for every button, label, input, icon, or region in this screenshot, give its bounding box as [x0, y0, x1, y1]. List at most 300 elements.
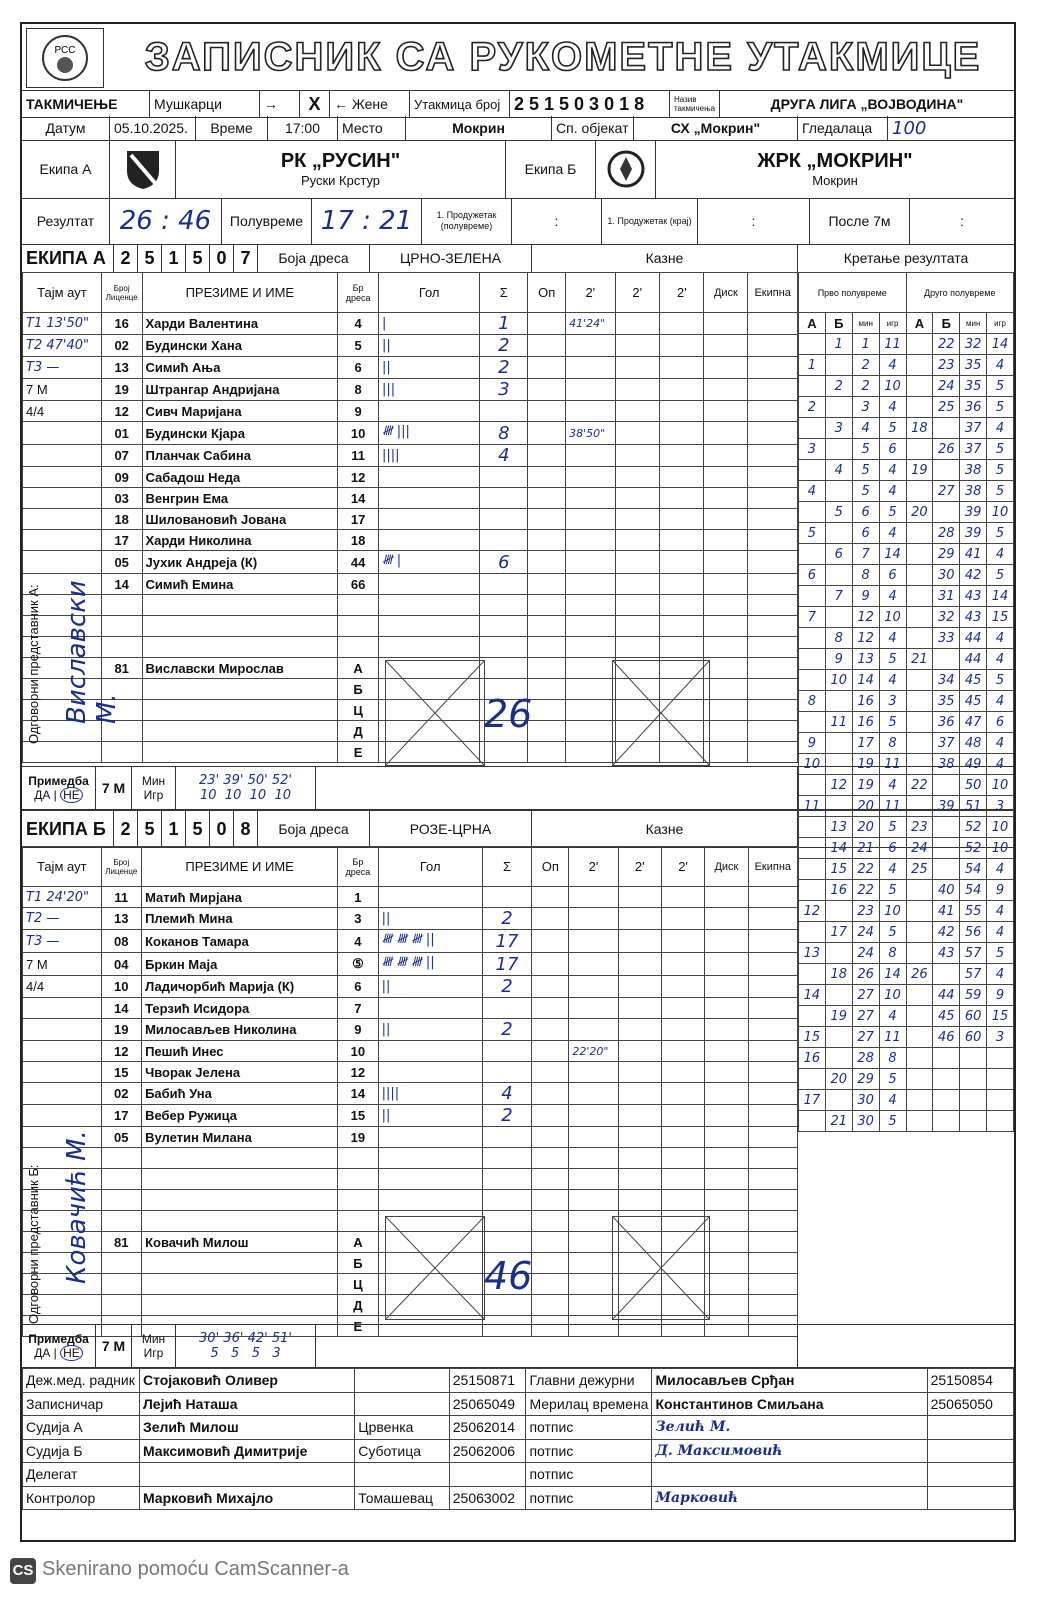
suspension-cell [569, 1083, 618, 1105]
team-a-jersey-label: Боја дреса [258, 244, 370, 272]
progress-first-cell: 27 [852, 1006, 879, 1027]
progress-first-cell: 4 [879, 775, 906, 796]
progress-second-cell: 32 [933, 607, 960, 628]
warning-cell [528, 574, 566, 595]
penalty-cell [704, 509, 748, 530]
progress-first-cell [825, 439, 852, 460]
player-name: Симић Емина [142, 574, 338, 595]
progress-second-cell: 4 [987, 922, 1014, 943]
progress-second-cell [906, 754, 933, 775]
jersey-no: Б [338, 1253, 378, 1274]
progress-second-cell [987, 1111, 1014, 1132]
progress-second-cell: 44 [933, 985, 960, 1006]
penalty-cell [748, 1211, 797, 1232]
warning-cell [532, 953, 569, 976]
warning-cell [532, 1062, 569, 1083]
player-row [23, 379, 798, 401]
col-sum: Σ [480, 273, 528, 313]
progress-first-cell: 15 [825, 859, 852, 880]
team-b-min-igr-labels [132, 1325, 176, 1367]
goals-tally [379, 616, 480, 637]
igr-value: 10 [249, 788, 267, 803]
player-row [23, 908, 798, 930]
progress-second-cell: 35 [933, 691, 960, 712]
license-cell: 07 [101, 445, 142, 467]
progress-second-cell: 36 [933, 712, 960, 733]
progress-second-cell: 37 [960, 418, 987, 439]
progress-row [799, 1048, 1014, 1069]
ot1-colon: : [512, 198, 602, 244]
progress-first-cell: 3 [879, 691, 906, 712]
suspension-cell: 38'50" [566, 422, 615, 445]
suspension-cell [569, 1127, 618, 1148]
timeout-cell: 7 М [23, 379, 102, 401]
goals-tally: ||| [379, 379, 480, 401]
goals-sum [480, 595, 528, 616]
progress-first-cell: 11 [879, 796, 906, 817]
progress-first-cell: 2 [852, 355, 879, 376]
progress-first-cell: 2 [825, 376, 852, 397]
jersey-no: 12 [338, 467, 379, 488]
penalty-cell [615, 467, 659, 488]
warning-cell [528, 401, 566, 422]
penalty-cell [748, 551, 798, 574]
progress-second-cell: 43 [960, 607, 987, 628]
jersey-no [338, 1211, 378, 1232]
penalty-cell [660, 401, 704, 422]
col-disq: Диск [704, 273, 748, 313]
progress-second-cell: 3 [987, 796, 1014, 817]
player-name [142, 721, 338, 742]
progress-first-cell [799, 334, 826, 355]
penalty-cell [704, 422, 748, 445]
penalty-cell [661, 1127, 704, 1148]
license-cell: 10 [101, 976, 142, 998]
timeout-cell [23, 1062, 102, 1083]
player-name: Виславски Мирослав [142, 658, 338, 679]
progress-second-cell: 30 [933, 565, 960, 586]
progress-second-cell: 45 [960, 670, 987, 691]
teams-row [22, 140, 1014, 199]
suspension-cell [569, 1019, 618, 1041]
license-cell: 19 [101, 379, 142, 401]
team-a-min-igr-labels [132, 767, 176, 809]
jersey-no: А [338, 658, 379, 679]
progress-row [799, 943, 1014, 964]
jersey-no: 14 [338, 1083, 378, 1105]
goals-tally [379, 401, 480, 422]
after7m-colon: : [960, 213, 964, 229]
suspension-cell [569, 1105, 618, 1127]
progress-first-cell: 5 [852, 439, 879, 460]
goals-sum [482, 1232, 531, 1253]
warning-cell [528, 445, 566, 467]
progress-first-cell: 14 [879, 544, 906, 565]
player-name: Харди Валентина [142, 313, 338, 335]
progress-first-cell: 3 [825, 418, 852, 439]
jersey-no: 15 [338, 1105, 378, 1127]
official-name [139, 1463, 354, 1487]
goals-sum [480, 488, 528, 509]
official-role2: Мерилац времена [526, 1392, 652, 1416]
penalty-cell [704, 357, 748, 379]
progress-second-cell [906, 943, 933, 964]
col-team: Екипна [748, 847, 797, 887]
progress-second-cell [906, 670, 933, 691]
penalty-cell [615, 509, 659, 530]
progress-second-cell: 22 [906, 775, 933, 796]
progress-first-cell [825, 1090, 852, 1111]
suspension-cell [566, 595, 615, 616]
progress-first-cell [799, 376, 826, 397]
penalty-cell [618, 1041, 661, 1062]
warning-cell [532, 1169, 569, 1190]
player-row [23, 637, 798, 658]
progress-first-cell: 5 [879, 880, 906, 901]
penalty-cell [661, 953, 704, 976]
progress-first-cell [799, 670, 826, 691]
license-cell: 08 [101, 930, 142, 953]
progress-row [799, 796, 1014, 817]
progress-row [799, 544, 1014, 565]
goals-tally: || [378, 976, 482, 998]
progress-first-cell: 1 [799, 355, 826, 376]
official-row [23, 1392, 1014, 1416]
penalty-cell [704, 313, 748, 335]
progress-first-cell: 8 [879, 733, 906, 754]
progress-first-cell: 4 [879, 460, 906, 481]
ot2-colon: : [698, 198, 810, 244]
women-text: Жене [351, 96, 388, 112]
penalty-cell [615, 488, 659, 509]
warning-cell [532, 1190, 569, 1211]
progress-first-cell: 14 [852, 670, 879, 691]
player-row [23, 1083, 798, 1105]
progress-row [799, 418, 1014, 439]
official-role: Контролор [23, 1486, 140, 1510]
progress-second-cell: 4 [987, 628, 1014, 649]
suspension-cell [569, 887, 618, 908]
progress-first-cell: 6 [879, 838, 906, 859]
progress-first-cell: 19 [852, 775, 879, 796]
venue-value: СХ „Мокрин" [634, 116, 798, 140]
goals-sum [482, 1041, 531, 1062]
team-a-city: Руски Крстур [300, 173, 381, 188]
goals-tally [379, 595, 480, 616]
remark-no: НЕ [60, 787, 83, 803]
team-a-section-label: ЕКИПА А [22, 244, 114, 272]
team-a-code-digit: 2 [114, 244, 138, 272]
official-row [23, 1463, 1014, 1487]
player-name [142, 1274, 338, 1295]
official-license2 [927, 1486, 1013, 1510]
progress-second-cell: 4 [987, 859, 1014, 880]
license-cell: 19 [101, 1019, 142, 1041]
progress-first-cell: 4 [879, 481, 906, 502]
player-name: Шиловановић Јована [142, 509, 338, 530]
penalty-cell [748, 908, 797, 930]
progress-first-cell: 8 [879, 1048, 906, 1069]
progress-second-cell: 27 [933, 481, 960, 502]
penalty-cell [704, 721, 748, 742]
suspension-cell [569, 953, 618, 976]
officials-table [22, 1368, 1014, 1510]
col-name: ПРЕЗИМЕ И ИМЕ [142, 847, 338, 887]
license-cell: 05 [101, 1127, 142, 1148]
jersey-no: ⑤ [338, 953, 378, 976]
progress-second-cell: 57 [960, 943, 987, 964]
warning-cell [532, 1105, 569, 1127]
warning-cell [528, 721, 566, 742]
penalty-cell [748, 1232, 797, 1253]
goals-sum: 3 [480, 379, 528, 401]
suspension-cell [566, 488, 615, 509]
suspension-cell [569, 1274, 618, 1295]
progress-second-cell: 38 [960, 481, 987, 502]
progress-first-cell: 27 [852, 985, 879, 1006]
jersey-no: 9 [338, 401, 379, 422]
progress-row [799, 481, 1014, 502]
progress-second-cell: 25 [906, 859, 933, 880]
col-sum: Σ [482, 847, 531, 887]
warning-cell [532, 1211, 569, 1232]
remark-yes: ДА [34, 1346, 51, 1360]
progress-second-cell: 57 [960, 964, 987, 985]
progress-first-cell: 29 [852, 1069, 879, 1090]
progress-first-cell: 30 [852, 1090, 879, 1111]
player-row [23, 887, 798, 908]
player-row [23, 467, 798, 488]
progress-second-cell [906, 544, 933, 565]
penalty-cell [618, 976, 661, 998]
progress-row [799, 712, 1014, 733]
player-name: Матић Мирјана [142, 887, 338, 908]
license-cell [101, 1169, 142, 1190]
progress-first-cell: 11 [825, 712, 852, 733]
progress-second-cell: 5 [987, 943, 1014, 964]
license-cell [101, 1190, 142, 1211]
penalty-cell [748, 742, 798, 763]
progress-first-cell: 20 [852, 817, 879, 838]
goals-sum: 2 [482, 976, 531, 998]
penalty-cell [704, 637, 748, 658]
official-role2: потпис [526, 1416, 652, 1440]
progress-second-cell: 55 [960, 901, 987, 922]
team-b-code-digit: 2 [114, 811, 138, 847]
progress-row [799, 439, 1014, 460]
penalty-cell [748, 1169, 797, 1190]
penalty-cell [748, 1274, 797, 1295]
jersey-no: 7 [338, 998, 378, 1019]
progress-first-cell [799, 1111, 826, 1132]
official-name: Максимовић Димитрије [139, 1439, 354, 1463]
jersey-no [338, 595, 379, 616]
goals-sum [480, 530, 528, 551]
penalty-cell [705, 1062, 748, 1083]
team-a-code-digit: 7 [234, 244, 258, 272]
license-cell [101, 1148, 142, 1169]
progress-first-cell: 10 [879, 901, 906, 922]
progress-first-cell: 30 [852, 1111, 879, 1132]
penalty-cell [705, 953, 748, 976]
penalty-cell [748, 422, 798, 445]
warning-cell [528, 488, 566, 509]
penalty-cell [748, 616, 798, 637]
official-name2: Милосављев Срђан [652, 1369, 927, 1393]
progress-second-cell [906, 439, 933, 460]
goals-tally: || [378, 1105, 482, 1127]
progress-first-cell [825, 607, 852, 628]
col-two: 2' [566, 273, 615, 313]
jersey-no: 66 [338, 574, 379, 595]
penalty-cell [660, 357, 704, 379]
col-goals: Гол [378, 847, 482, 887]
player-name [142, 1190, 338, 1211]
team-b-x-box [385, 1216, 485, 1320]
penalty-cell [748, 700, 798, 721]
goals-tally [378, 998, 482, 1019]
player-name: Коканов Тамара [142, 930, 338, 953]
player-name [142, 679, 338, 700]
progress-first-cell [799, 544, 826, 565]
player-name [142, 637, 338, 658]
men-label: Мушкарци [150, 91, 260, 117]
player-row [23, 1190, 798, 1211]
progress-first-cell: 9 [852, 586, 879, 607]
progress-first-cell: 8 [825, 628, 852, 649]
penalty-cell [618, 1105, 661, 1127]
progress-second-cell: 31 [933, 586, 960, 607]
progress-first-cell: 13 [825, 817, 852, 838]
progress-second-cell: 52 [960, 838, 987, 859]
progress-second-cell: 32 [960, 334, 987, 355]
penalty-cell [748, 379, 798, 401]
jersey-no: 17 [338, 509, 379, 530]
goals-tally: 𝍸 | [379, 551, 480, 574]
suspension-cell [569, 930, 618, 953]
progress-second-cell: 45 [960, 691, 987, 712]
progress-second-cell [906, 1006, 933, 1027]
progress-first-cell [799, 649, 826, 670]
progress-first-cell: 15 [799, 1027, 826, 1048]
progress-second-cell: 18 [906, 418, 933, 439]
suspension-cell: 22'20" [569, 1041, 618, 1062]
license-cell: 17 [101, 1105, 142, 1127]
goals-sum [482, 1190, 531, 1211]
scan-watermark [10, 1558, 349, 1584]
progress-second-cell: 48 [960, 733, 987, 754]
penalty-cell [615, 637, 659, 658]
col-warn: Оп [528, 273, 566, 313]
penalty-cell [660, 445, 704, 467]
license-cell: 81 [101, 658, 142, 679]
penalty-cell [660, 335, 704, 357]
progress-second-cell [906, 1027, 933, 1048]
progress-row [799, 586, 1014, 607]
progress-first-cell: 5 [852, 481, 879, 502]
progress-second-cell [906, 1048, 933, 1069]
team-b-section-label: ЕКИПА Б [22, 811, 114, 847]
penalty-cell [748, 357, 798, 379]
progress-row [799, 733, 1014, 754]
progress-first-cell [799, 502, 826, 523]
jersey-no: Б [338, 679, 379, 700]
penalty-cell [615, 313, 659, 335]
progress-first-cell [825, 481, 852, 502]
team-b-pen-x-box [612, 1216, 710, 1320]
player-name: Ладичорбић Марија (К) [142, 976, 338, 998]
progress-second-cell: 4 [987, 964, 1014, 985]
timeout-cell: T2 47'40" [23, 335, 102, 357]
camscanner-logo: CS [10, 1558, 36, 1584]
progress-first-cell [825, 943, 852, 964]
page-title: ЗАПИСНИК СА РУКОМЕТНЕ УТАКМИЦЕ [144, 34, 982, 79]
suspension-cell [566, 551, 615, 574]
penalty-cell [618, 887, 661, 908]
progress-first-cell: 8 [852, 565, 879, 586]
progress-second-cell: 22 [933, 334, 960, 355]
progress-second-cell [906, 607, 933, 628]
penalty-cell [615, 551, 659, 574]
player-name: Будински Кјара [142, 422, 338, 445]
progress-first-cell: 10 [879, 985, 906, 1006]
progress-second-cell: 4 [987, 754, 1014, 775]
progress-first-cell: 12 [799, 901, 826, 922]
progress-first-cell: 19 [825, 1006, 852, 1027]
col-lic: Број Лиценце [101, 273, 142, 313]
progress-first-cell: 6 [852, 502, 879, 523]
warning-cell [532, 1232, 569, 1253]
progress-first-cell: 5 [852, 460, 879, 481]
progress-first-cell: 14 [879, 964, 906, 985]
goals-tally: |||| [378, 1083, 482, 1105]
progress-second-cell [906, 880, 933, 901]
player-name [142, 616, 338, 637]
goals-tally [378, 1148, 482, 1169]
goals-tally [378, 1041, 482, 1062]
official-license2: 25150854 [927, 1369, 1013, 1393]
progress-second-cell: 26 [906, 964, 933, 985]
col-timeout: Тајм аут [23, 847, 102, 887]
team-a-plrs [200, 788, 291, 803]
penalty-cell [705, 1127, 748, 1148]
penalty-cell [748, 595, 798, 616]
penalty-cell [661, 1169, 704, 1190]
result-row [22, 198, 1014, 245]
license-cell: 15 [101, 1062, 142, 1083]
progress-first-cell: 12 [852, 607, 879, 628]
progress-second-cell [906, 523, 933, 544]
match-no: 251503018 [510, 91, 670, 117]
min-value: 51' [271, 1331, 292, 1346]
official-license [449, 1463, 526, 1487]
progress-second-cell: 9 [987, 880, 1014, 901]
penalty-cell [704, 679, 748, 700]
competition-label: ТАКМИЧЕЊЕ [22, 91, 150, 117]
penalty-cell [660, 637, 704, 658]
progress-second-cell: 4 [987, 691, 1014, 712]
progress-second-cell: 5 [987, 439, 1014, 460]
license-cell: 12 [101, 1041, 142, 1062]
player-name: Вебер Ружица [142, 1105, 338, 1127]
player-name: Чворак Јелена [142, 1062, 338, 1083]
progress-second-cell: 28 [933, 523, 960, 544]
team-a-rep-label: Одговорни представник А: [26, 584, 41, 744]
progress-row [799, 649, 1014, 670]
team-b-name: ЖРК „МОКРИН" [757, 150, 913, 172]
progress-first-cell: 2 [852, 376, 879, 397]
goals-tally [379, 637, 480, 658]
